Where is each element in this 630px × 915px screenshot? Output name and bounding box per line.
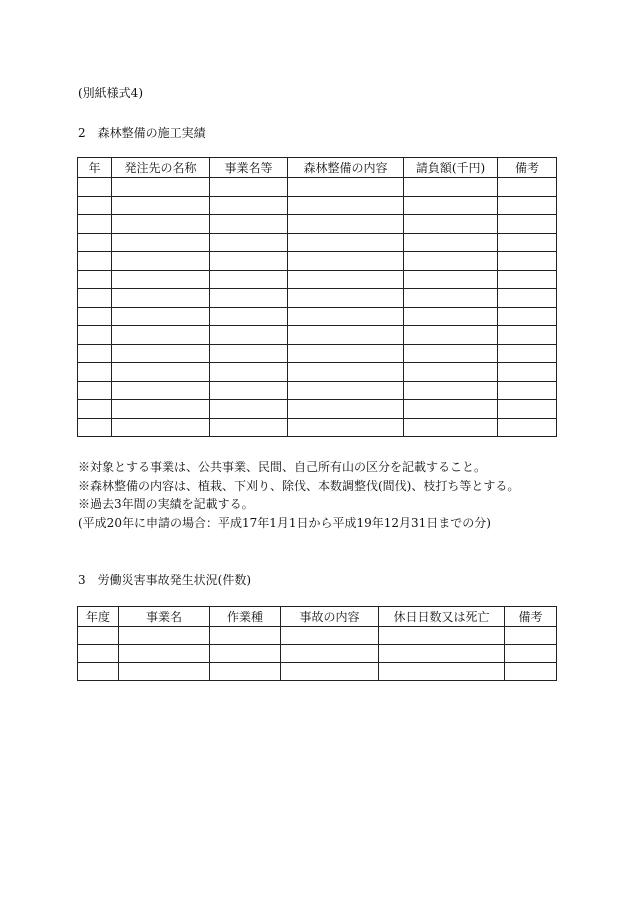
table-row	[78, 418, 557, 437]
table-cell[interactable]	[78, 196, 112, 215]
table-cell[interactable]	[505, 627, 557, 645]
table-cell[interactable]	[78, 627, 119, 645]
section-3-heading: 3 労働災害事故発生状況(件数)	[78, 573, 251, 587]
table-cell[interactable]	[210, 363, 288, 382]
table-cell[interactable]	[288, 215, 404, 234]
col-header-lost-days-or-death: 休日日数又は死亡	[379, 607, 505, 627]
note-work-content: ※森林整備の内容は、植栽、下刈り、除伐、本数調整伐(間伐)、枝打ち等とする。	[78, 478, 520, 493]
table-row	[78, 400, 557, 419]
table-body	[78, 178, 557, 437]
table-row	[78, 307, 557, 326]
table-cell[interactable]	[119, 627, 210, 645]
table-cell[interactable]	[498, 326, 557, 345]
table-cell[interactable]	[210, 215, 288, 234]
table-cell[interactable]	[498, 400, 557, 419]
table-cell[interactable]	[210, 196, 288, 215]
table-cell[interactable]	[288, 307, 404, 326]
table-cell[interactable]	[288, 252, 404, 271]
table-cell[interactable]	[78, 663, 119, 681]
table-cell[interactable]	[288, 233, 404, 252]
table-row	[78, 363, 557, 382]
table-cell[interactable]	[112, 363, 210, 382]
table-cell[interactable]	[288, 326, 404, 345]
table-cell[interactable]	[78, 307, 112, 326]
table-cell[interactable]	[210, 344, 288, 363]
col-header-remarks: 備考	[505, 607, 557, 627]
table-cell[interactable]	[210, 289, 288, 308]
note-example-period: (平成20年に申請の場合：平成17年1月1日から平成19年12月31日までの分)	[78, 515, 491, 530]
table-cell[interactable]	[498, 270, 557, 289]
table-cell[interactable]	[498, 363, 557, 382]
table-header-row	[78, 607, 557, 627]
col-header-fiscal-year: 年度	[78, 607, 119, 627]
table-cell[interactable]	[112, 400, 210, 419]
table-cell[interactable]	[404, 307, 498, 326]
table-cell[interactable]	[210, 178, 288, 197]
table-cell[interactable]	[288, 418, 404, 437]
table-cell[interactable]	[379, 663, 505, 681]
table-cell[interactable]	[112, 307, 210, 326]
table-cell[interactable]	[379, 645, 505, 663]
table-cell[interactable]	[78, 289, 112, 308]
table-cell[interactable]	[78, 381, 112, 400]
table-cell[interactable]	[498, 233, 557, 252]
table-cell[interactable]	[498, 418, 557, 437]
table-cell[interactable]	[288, 196, 404, 215]
table-cell[interactable]	[78, 233, 112, 252]
table-cell[interactable]	[78, 178, 112, 197]
section-2-heading: 2 森林整備の施工実績	[78, 126, 206, 140]
table-cell[interactable]	[112, 178, 210, 197]
table-cell[interactable]	[404, 418, 498, 437]
table-cell[interactable]	[404, 363, 498, 382]
table-row	[78, 645, 557, 663]
table-row	[78, 289, 557, 308]
table-row	[78, 381, 557, 400]
table-cell[interactable]	[112, 196, 210, 215]
table-cell[interactable]	[505, 645, 557, 663]
table-cell[interactable]	[210, 400, 288, 419]
table-cell[interactable]	[404, 252, 498, 271]
table-cell[interactable]	[379, 627, 505, 645]
table-cell[interactable]	[404, 270, 498, 289]
table-cell[interactable]	[210, 663, 281, 681]
table-cell[interactable]	[210, 270, 288, 289]
table-cell[interactable]	[281, 663, 379, 681]
table-cell[interactable]	[210, 418, 288, 437]
accident-record-table	[77, 606, 557, 681]
table-cell[interactable]	[498, 252, 557, 271]
table-cell[interactable]	[498, 381, 557, 400]
table-cell[interactable]	[404, 178, 498, 197]
table-cell[interactable]	[78, 326, 112, 345]
table-cell[interactable]	[112, 344, 210, 363]
table-cell[interactable]	[288, 363, 404, 382]
table-cell[interactable]	[112, 233, 210, 252]
table-cell[interactable]	[119, 645, 210, 663]
table-cell[interactable]	[404, 400, 498, 419]
table-cell[interactable]	[112, 252, 210, 271]
table-cell[interactable]	[288, 178, 404, 197]
table-cell[interactable]	[404, 381, 498, 400]
table-row	[78, 178, 557, 197]
table-cell[interactable]	[210, 381, 288, 400]
table-cell[interactable]	[78, 363, 112, 382]
col-header-project-name: 事業名等	[210, 158, 288, 178]
col-header-year: 年	[78, 158, 112, 178]
table-cell[interactable]	[112, 289, 210, 308]
table-cell[interactable]	[498, 307, 557, 326]
table-cell[interactable]	[112, 381, 210, 400]
table-cell[interactable]	[112, 215, 210, 234]
table-cell[interactable]	[119, 663, 210, 681]
col-header-accident-content: 事故の内容	[281, 607, 379, 627]
table-cell[interactable]	[210, 233, 288, 252]
table-cell[interactable]	[281, 645, 379, 663]
table-cell[interactable]	[112, 418, 210, 437]
table-row	[78, 663, 557, 681]
table-cell[interactable]	[78, 270, 112, 289]
table-cell[interactable]	[404, 196, 498, 215]
table-cell[interactable]	[404, 215, 498, 234]
table-cell[interactable]	[404, 233, 498, 252]
table-cell[interactable]	[210, 645, 281, 663]
table-cell[interactable]	[281, 627, 379, 645]
table-row	[78, 252, 557, 271]
table-cell[interactable]	[78, 400, 112, 419]
col-header-client-name: 発注先の名称	[112, 158, 210, 178]
notes	[78, 458, 519, 532]
table-cell[interactable]	[404, 326, 498, 345]
table-cell[interactable]	[288, 289, 404, 308]
table-body	[78, 627, 557, 681]
table-cell[interactable]	[288, 400, 404, 419]
table-cell[interactable]	[498, 196, 557, 215]
table-cell[interactable]	[78, 645, 119, 663]
construction-record-table	[77, 157, 557, 437]
table-cell[interactable]	[210, 326, 288, 345]
table-cell[interactable]	[404, 344, 498, 363]
table-cell[interactable]	[498, 178, 557, 197]
table-header-row	[78, 158, 557, 178]
table-row	[78, 215, 557, 234]
table-row	[78, 270, 557, 289]
note-past-three-years: ※過去3年間の実績を記載する。	[78, 497, 254, 511]
table-cell[interactable]	[505, 663, 557, 681]
col-header-work-type: 作業種	[210, 607, 281, 627]
col-header-contract-amount: 請負額(千円)	[404, 158, 498, 178]
col-header-project-name: 事業名	[119, 607, 210, 627]
table-cell[interactable]	[288, 381, 404, 400]
table-cell[interactable]	[78, 252, 112, 271]
table-row	[78, 196, 557, 215]
table-cell[interactable]	[404, 289, 498, 308]
table-cell[interactable]	[78, 215, 112, 234]
table-cell[interactable]	[112, 270, 210, 289]
table-cell[interactable]	[210, 307, 288, 326]
table-row	[78, 627, 557, 645]
table-cell[interactable]	[210, 252, 288, 271]
table-row	[78, 233, 557, 252]
table-cell[interactable]	[112, 326, 210, 345]
form-label: (別紙様式4)	[78, 86, 143, 100]
table-cell[interactable]	[498, 344, 557, 363]
table-cell[interactable]	[498, 215, 557, 234]
table-cell[interactable]	[288, 270, 404, 289]
table-cell[interactable]	[78, 418, 112, 437]
table-cell[interactable]	[498, 289, 557, 308]
table-cell[interactable]	[78, 344, 112, 363]
table-row	[78, 326, 557, 345]
table-row	[78, 344, 557, 363]
table-cell[interactable]	[288, 344, 404, 363]
col-header-work-content: 森林整備の内容	[288, 158, 404, 178]
note-target-projects: ※対象とする事業は、公共事業、民間、自己所有山の区分を記載すること。	[78, 460, 487, 474]
table-cell[interactable]	[210, 627, 281, 645]
col-header-remarks: 備考	[498, 158, 557, 178]
